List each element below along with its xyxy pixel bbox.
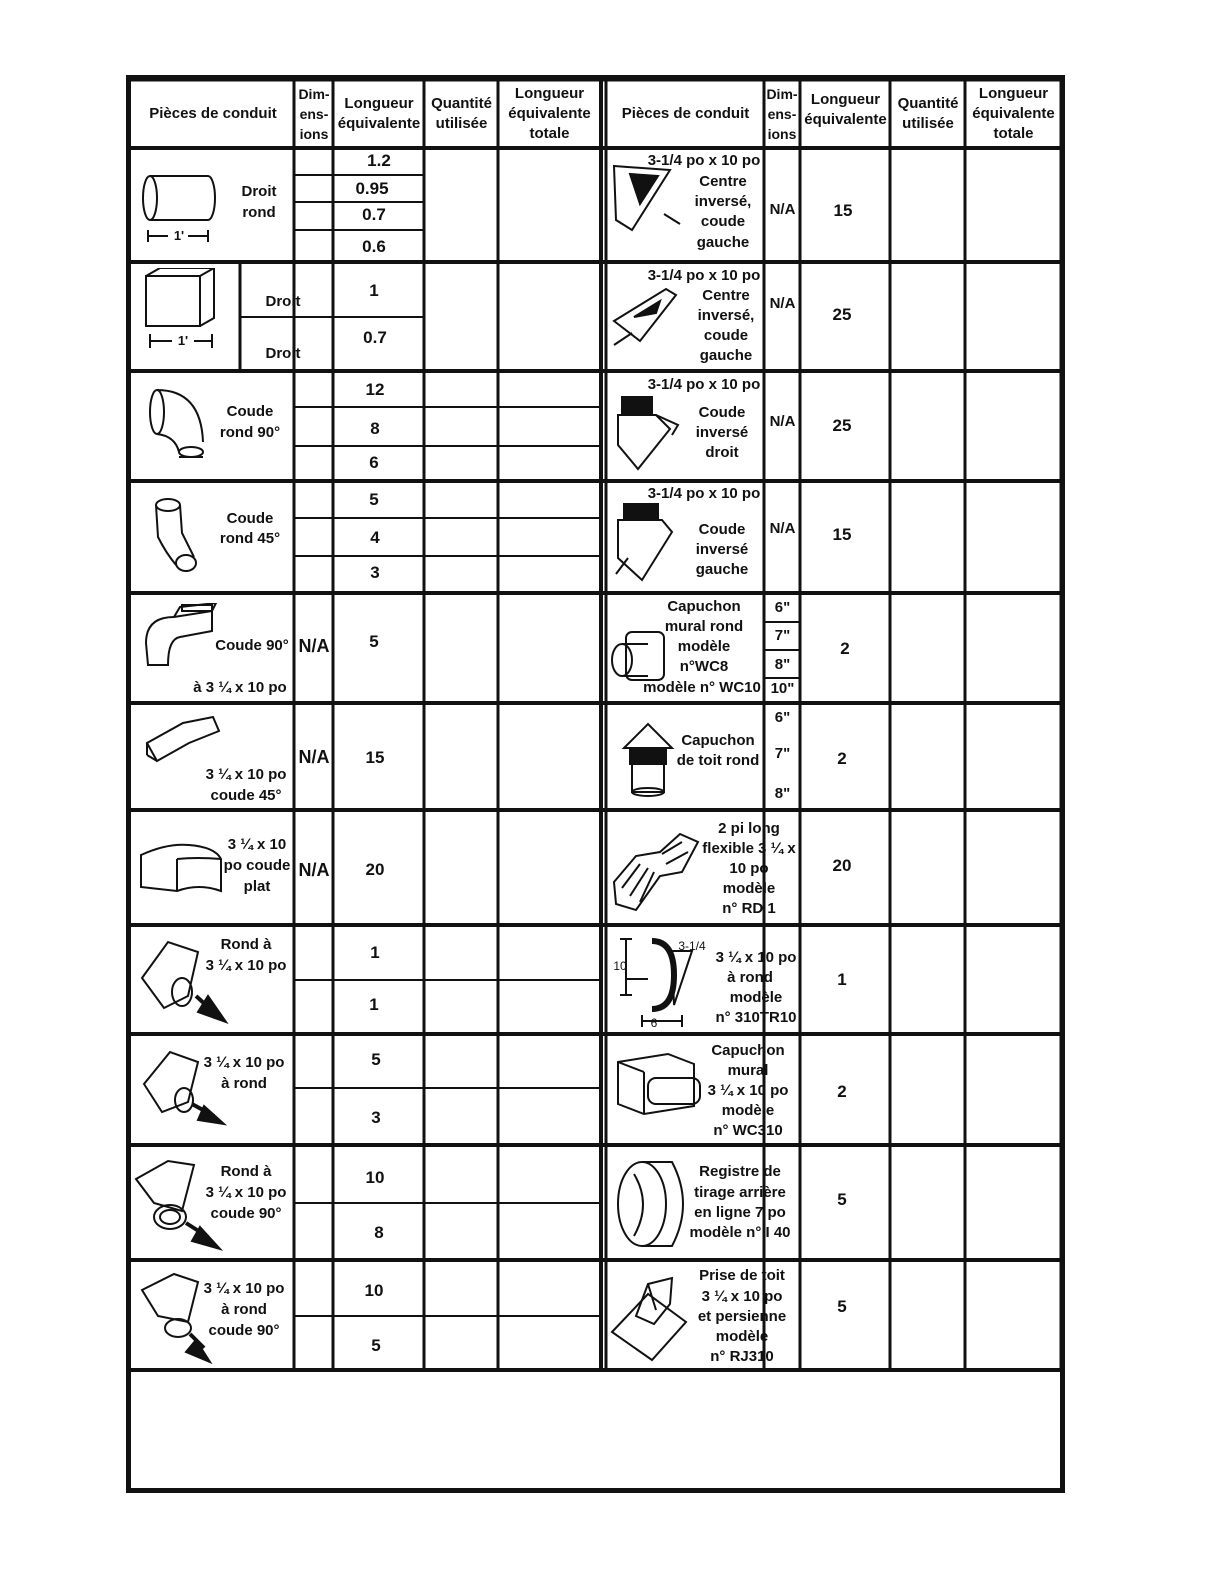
header-pieces-left: Pièces de conduit [149, 105, 277, 122]
value-cell: 10 [365, 1168, 385, 1187]
value-cell: 3 [371, 1108, 381, 1127]
r8-l2: à rond [727, 969, 773, 986]
r1-l3: inversé, [694, 193, 752, 210]
value-cell: 8 [374, 1223, 384, 1242]
rect-rond-label1: 3 ¼ x 10 po [203, 1054, 285, 1071]
round-roof-cap-illustration [620, 720, 676, 800]
value-cell: 20 [365, 860, 385, 879]
r2-l1: 3-1/4 po x 10 po [647, 267, 761, 284]
value-cell: 15 [832, 525, 852, 544]
value-cell: 4 [370, 528, 380, 547]
value-cell: 10 [364, 1281, 384, 1300]
header-totale-r2: équivalente [972, 105, 1055, 122]
r11-l5: n° RJ310 [710, 1348, 774, 1365]
rond-rect-label2: 3 ¼ x 10 po [205, 957, 287, 974]
dim-cell: 8" [774, 785, 791, 802]
flexible-duct-illustration [610, 828, 702, 916]
value-cell: 0.7 [362, 205, 386, 224]
inverted-straight-elbow-illustration [612, 385, 684, 475]
rect-elbow-90-illustration [140, 603, 220, 673]
value-cell: 1 [369, 995, 379, 1014]
dim-cell: 6" [774, 709, 791, 726]
value-cell: 5 [837, 1297, 847, 1316]
rect-rond-90-label3: coude 90° [208, 1322, 280, 1339]
dim-marker: 1' [173, 228, 185, 243]
r2-l3: inversé, [697, 307, 755, 324]
value-cell: 25 [832, 305, 852, 324]
coude-plat-label3: plat [243, 878, 271, 895]
r10-l4: modèle n° I 40 [689, 1224, 791, 1241]
rect-wall-cap-illustration [614, 1052, 710, 1132]
header-dim-left [295, 84, 333, 144]
coude45-rect-label2: coude 45° [210, 787, 282, 804]
value-cell: 5 [369, 490, 379, 509]
dim-cell: N/A [769, 413, 796, 430]
r8-dim-c: 6 [650, 1016, 658, 1030]
value-cell: 5 [837, 1190, 847, 1209]
r11-l1: Prise de toit [699, 1267, 785, 1284]
r5-l2: mural rond [664, 618, 744, 635]
header-quantite-right [891, 94, 965, 134]
coude45-rect-label1: 3 ¼ x 10 po [205, 766, 287, 783]
droit-rect-label-a: Droit [265, 293, 301, 310]
value-cell: 1.2 [367, 151, 391, 170]
r1-l5: gauche [696, 234, 750, 251]
header-quantite-l1: Quantité [431, 95, 492, 112]
value-cell: 6 [369, 453, 379, 472]
coude45-label2: rond 45° [219, 530, 281, 547]
r1-l4: coude [700, 213, 746, 230]
value-cell: 15 [365, 748, 385, 767]
r7-l1: 2 pi long [718, 820, 780, 837]
dim-cell: N/A [769, 201, 796, 218]
value-cell: 25 [832, 416, 852, 435]
value-cell: 5 [371, 1050, 381, 1069]
r11-l3: et persienne [697, 1308, 787, 1325]
r8-l4: n° 310TR10 [715, 1009, 797, 1026]
inverted-center-elbow-illustration [610, 160, 682, 260]
r8-l1: 3 ¼ x 10 po [715, 949, 797, 966]
r4-l1: 3-1/4 po x 10 po [647, 485, 761, 502]
value-cell: 5 [369, 632, 379, 651]
rond-rect-label1: Rond à [220, 936, 272, 953]
r1-l1: 3-1/4 po x 10 po [647, 152, 761, 169]
dim-cell: N/A [298, 860, 330, 880]
r5-l4: n°WC8 [679, 658, 729, 675]
header-quantite-l2: utilisée [435, 115, 488, 132]
value-cell: 0.7 [363, 328, 387, 347]
r7-l3: 10 po [729, 860, 769, 877]
dim-cell: 6" [774, 599, 791, 616]
inverted-center-elbow-illustration [610, 285, 682, 355]
value-cell: 3 [370, 563, 380, 582]
round-elbow-45-illustration [150, 495, 200, 580]
value-cell: 2 [840, 639, 850, 658]
r7-l2: flexible 3 ¼ x [702, 840, 796, 857]
value-cell: 1 [369, 281, 379, 300]
value-cell: 20 [832, 856, 852, 875]
dim-cell: N/A [298, 636, 330, 656]
droit-rond-label1: Droit [241, 183, 277, 200]
header-totale-r1: Longueur [978, 85, 1049, 102]
value-cell: 8 [370, 419, 380, 438]
value-cell: 2 [837, 1082, 847, 1101]
dim-marker: 1' [177, 333, 189, 348]
header-dim-l1: Dim- [298, 86, 330, 102]
r9-l3: 3 ¼ x 10 po [707, 1082, 789, 1099]
coude-plat-label1: 3 ¼ x 10 [227, 836, 287, 853]
value-cell: 1 [370, 943, 380, 962]
header-longueur-right [801, 90, 890, 130]
rect-rond-90-label1: 3 ¼ x 10 po [203, 1280, 285, 1297]
r10-l1: Registre de [699, 1163, 781, 1180]
header-quantite-r2: utilisée [902, 115, 954, 132]
droit-rond-label2: rond [242, 204, 276, 221]
header-dim-r1: Dim- [766, 86, 798, 102]
dim-cell: N/A [298, 747, 330, 767]
rect-rond-label2: à rond [221, 1075, 267, 1092]
r9-l2: mural [727, 1062, 769, 1079]
header-longueur-l2: équivalente [337, 115, 421, 132]
r3-l1: 3-1/4 po x 10 po [647, 376, 761, 393]
coude-plat-label2: po coude [223, 857, 291, 874]
header-dim-r3: ions [767, 126, 797, 142]
coude45-label1: Coude [226, 510, 274, 527]
header-totale-l2: équivalente [508, 105, 591, 122]
r9-l1: Capuchon [711, 1042, 785, 1059]
r8-l3: modèle [729, 989, 783, 1006]
header-totale-l1: Longueur [514, 85, 585, 102]
r8-dim-a: 3-1/4 [678, 939, 706, 953]
header-longueur-r2: équivalente [804, 111, 887, 128]
value-cell: 0.6 [362, 237, 386, 256]
round-elbow-90-illustration [145, 382, 215, 467]
header-totale-right [966, 84, 1061, 144]
r2-l5: gauche [699, 347, 753, 364]
coude90-rect-label2: à 3 ¼ x 10 po [193, 679, 287, 696]
r4-l2: Coude [698, 521, 746, 538]
r2-l2: Centre [702, 287, 750, 304]
dim-cell: N/A [769, 520, 796, 537]
roof-jack-illustration [608, 1272, 696, 1366]
header-longueur-left [334, 94, 424, 134]
dim-cell: 8" [774, 656, 791, 673]
r3-l3: inversé [695, 424, 749, 441]
r5-l3: modèle [677, 638, 731, 655]
r11-l2: 3 ¼ x 10 po [701, 1288, 783, 1305]
r10-l2: tirage arrière [694, 1184, 786, 1201]
dim-cell: N/A [769, 295, 796, 312]
value-cell: 5 [371, 1336, 381, 1355]
header-dim-r2: ens- [767, 106, 797, 122]
header-totale-left [499, 84, 600, 144]
header-dim-l3: ions [299, 126, 329, 142]
r7-l4: modèle [722, 880, 776, 897]
header-dim-l2: ens- [299, 106, 329, 122]
value-cell: 0.95 [355, 179, 389, 198]
coude90-label1: Coude [226, 403, 274, 420]
header-quantite-r1: Quantité [897, 95, 959, 112]
header-longueur-r1: Longueur [810, 91, 881, 108]
r5-l1: Capuchon [667, 598, 741, 615]
r5-l5: modèle n° WC10 [643, 679, 761, 696]
header-pieces-right: Pièces de conduit [621, 105, 750, 122]
coude90-rect-label1: Coude 90° [215, 637, 289, 654]
r3-l2: Coude [698, 404, 746, 421]
dim-cell: 7" [774, 627, 791, 644]
r11-l4: modèle [715, 1328, 769, 1345]
inverted-left-elbow-illustration [612, 498, 684, 586]
dim-cell: 7" [774, 745, 791, 762]
r8-dim-b: 10 [613, 959, 627, 973]
rond-rect-90-label1: Rond à [220, 1163, 272, 1180]
header-totale-l3: totale [529, 125, 570, 142]
r9-l4: modèle [721, 1102, 775, 1119]
header-totale-r3: totale [993, 125, 1034, 142]
r4-l3: inversé [695, 541, 749, 558]
r4-l4: gauche [695, 561, 749, 578]
rect-rond-90-label2: à rond [221, 1301, 267, 1318]
coude90-label2: rond 90° [219, 424, 281, 441]
header-quantite-left [425, 94, 498, 134]
value-cell: 2 [837, 749, 847, 768]
r3-l4: droit [705, 444, 739, 461]
header-longueur-l1: Longueur [344, 95, 414, 112]
r2-l4: coude [703, 327, 749, 344]
r6-l1: Capuchon [681, 732, 755, 749]
r1-l2: Centre [699, 173, 747, 190]
droit-rect-label-b: Droit [265, 345, 301, 362]
r6-l2: de toit rond [676, 752, 760, 769]
r7-l5: n° RD 1 [722, 900, 776, 917]
value-cell: 15 [833, 201, 853, 220]
r9-l5: n° WC310 [713, 1122, 783, 1139]
header-dim-right [764, 84, 800, 144]
dim-cell: 10" [770, 680, 795, 697]
rond-rect-90-label2: 3 ¼ x 10 po [205, 1184, 287, 1201]
value-cell: 12 [365, 380, 385, 399]
value-cell: 1 [837, 970, 847, 989]
flat-elbow-illustration [137, 835, 227, 915]
r10-l3: en ligne 7 po [694, 1204, 786, 1221]
rond-rect-90-label3: coude 90° [210, 1205, 282, 1222]
